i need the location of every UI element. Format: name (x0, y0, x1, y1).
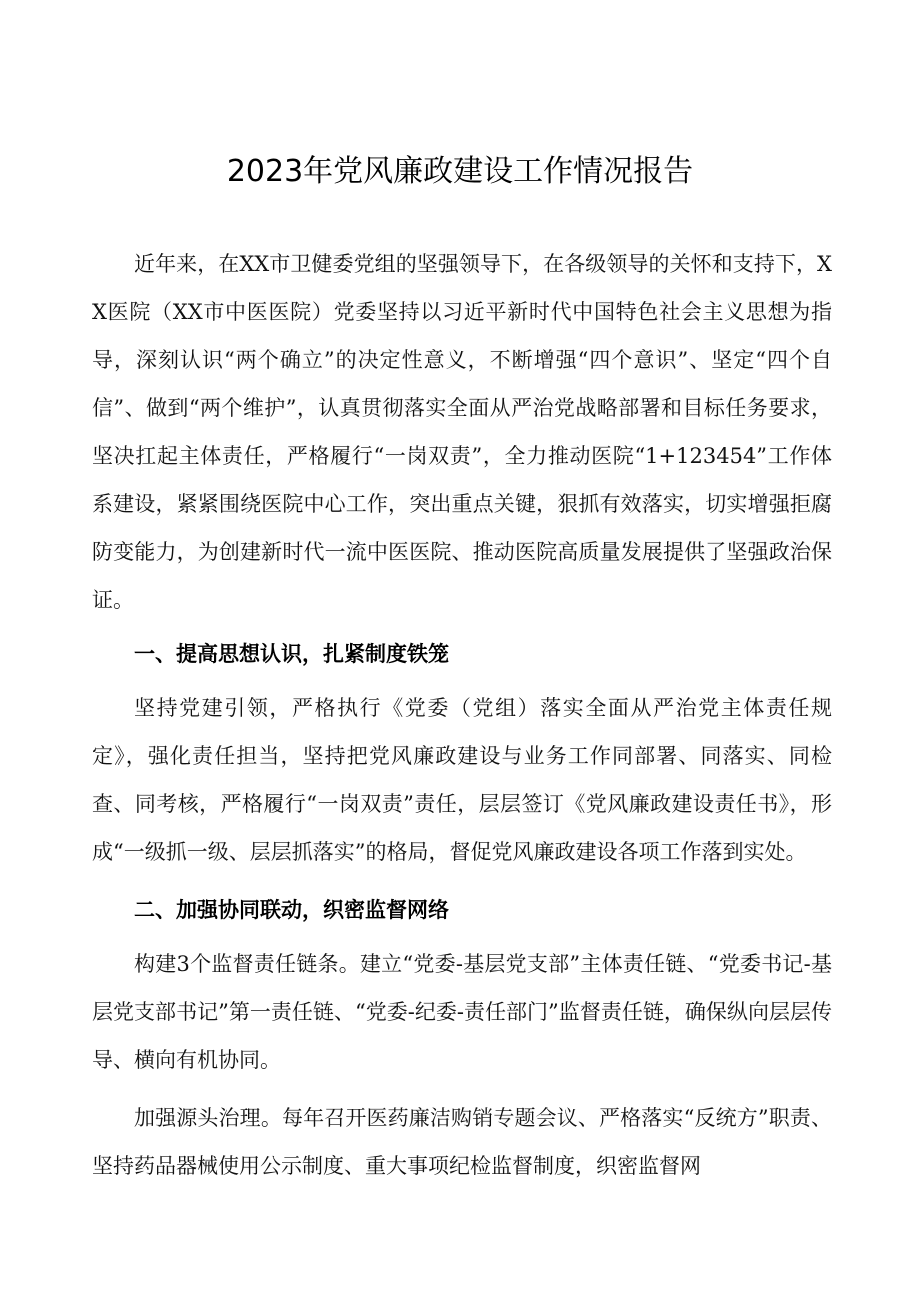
document-title: 2023年党风廉政建设工作情况报告 (226, 154, 694, 189)
section-2-paragraph-1: 构建3个监督责任链条。建立“党委-基层党支部”主体责任链、“党委书记-基层党支部书记”第一责任链、“党委-纪委-责任部门”监督责任链，确保纵向层层传导、横向有机协同。 (92, 952, 832, 1072)
document-body (92, 240, 832, 1190)
section-1-paragraph: 坚持党建引领，严格执行《党委（党组）落实全面从严治党主体责任规定》，强化责任担当，坚持把党风廉政建设与业务工作同部署、同落实、同检查、同考核，严格履行“一岗双责”责任，层层签订《党风廉政建设责任书》，形成“一级抓一级、层层抓落实”的格局，督促党风廉政建设各项工作落到实处。 (92, 696, 832, 864)
section-1-heading: 一、提高思想认识，扎紧制度铁笼 (134, 642, 449, 666)
section-2-heading: 二、加强协同联动，织密监督网络 (134, 898, 449, 922)
section-2-paragraph-2: 加强源头治理。每年召开医药廉洁购销专题会议、严格落实“反统方”职责、坚持药品器械使用公示制度、重大事项纪检监督制度，织密监督网 (92, 1106, 832, 1178)
intro-paragraph: 近年来，在XX市卫健委党组的坚强领导下，在各级领导的关怀和支持下，XX医院（XX市中医医院）党委坚持以习近平新时代中国特色社会主义思想为指导，深刻认识“两个确立”的决定性意义，不断增强“四个意识”、坚定“四个自信”、做到“两个维护”，认真贯彻落实全面从严治党战略部署和目标任务要求，坚决扛起主体责任，严格履行“一岗双责”，全力推动医院“1+123454”工作体系建设，紧紧围绕医院中心工作，突出重点关键，狠抓有效落实，切实增强拒腐防变能力，为创建新时代一流中医医院、推动医院高质量发展提供了坚强政治保证。 (92, 252, 832, 612)
